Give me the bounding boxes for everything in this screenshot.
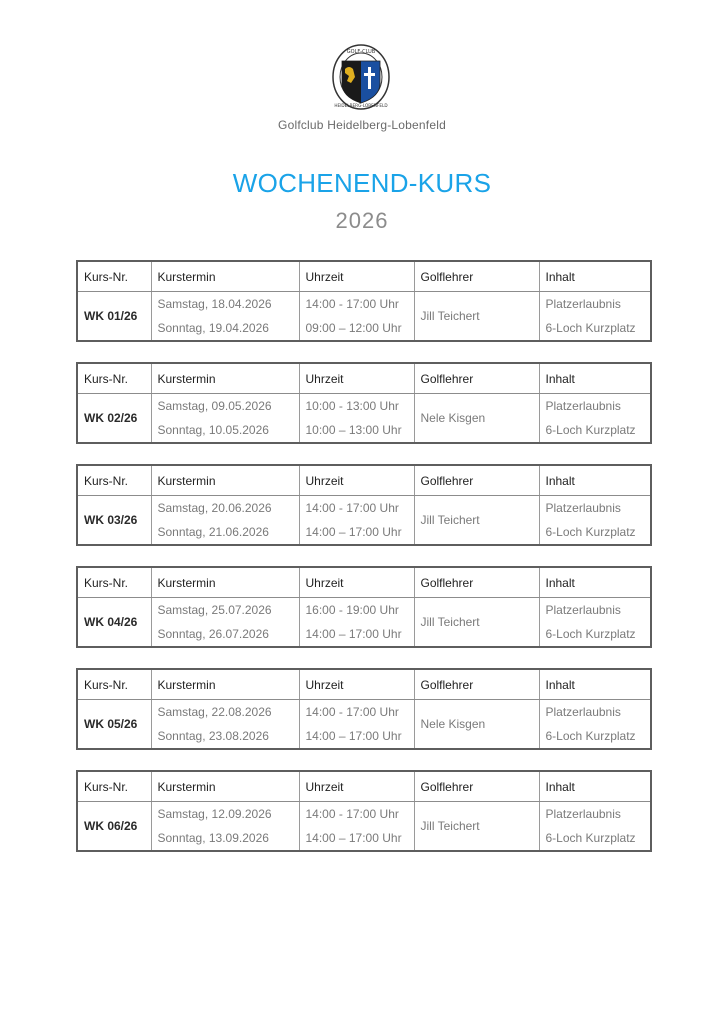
header-kurstermin: Kurstermin <box>151 465 299 496</box>
club-name: Golfclub Heidelberg-Lobenfeld <box>278 118 446 132</box>
svg-text:HEIDELBERG-LOBENFELD: HEIDELBERG-LOBENFELD <box>334 103 388 108</box>
header-inhalt: Inhalt <box>539 669 651 700</box>
course-time-sunday: 14:00 – 17:00 Uhr <box>299 826 414 851</box>
course-teacher: Nele Kisgen <box>414 394 539 444</box>
year-subtitle: 2026 <box>335 208 389 233</box>
course-table <box>76 260 652 342</box>
course-time-sunday: 14:00 – 17:00 Uhr <box>299 724 414 749</box>
course-date-saturday: Samstag, 09.05.2026 <box>151 394 299 419</box>
course-number: WK 02/26 <box>77 394 151 444</box>
course-time-sunday: 14:00 – 17:00 Uhr <box>299 622 414 647</box>
course-date-saturday: Samstag, 25.07.2026 <box>151 598 299 623</box>
header-golflehrer: Golflehrer <box>414 261 539 292</box>
course-content-2: 6-Loch Kurzplatz <box>539 520 651 545</box>
club-logo <box>331 43 391 111</box>
course-date-sunday: Sonntag, 13.09.2026 <box>151 826 299 851</box>
course-table <box>76 566 652 648</box>
course-content-2: 6-Loch Kurzplatz <box>539 724 651 749</box>
course-teacher: Jill Teichert <box>414 292 539 342</box>
course-time-saturday: 10:00 - 13:00 Uhr <box>299 394 414 419</box>
header-inhalt: Inhalt <box>539 363 651 394</box>
header-kurstermin: Kurstermin <box>151 261 299 292</box>
header-inhalt: Inhalt <box>539 261 651 292</box>
header-uhrzeit: Uhrzeit <box>299 669 414 700</box>
course-content-1: Platzerlaubnis <box>539 394 651 419</box>
header-golflehrer: Golflehrer <box>414 465 539 496</box>
header-kurstermin: Kurstermin <box>151 669 299 700</box>
course-number: WK 01/26 <box>77 292 151 342</box>
header-inhalt: Inhalt <box>539 567 651 598</box>
course-teacher: Jill Teichert <box>414 598 539 648</box>
course-number: WK 06/26 <box>77 802 151 852</box>
header-golflehrer: Golflehrer <box>414 771 539 802</box>
course-content-1: Platzerlaubnis <box>539 598 651 623</box>
course-time-saturday: 16:00 - 19:00 Uhr <box>299 598 414 623</box>
course-date-sunday: Sonntag, 19.04.2026 <box>151 316 299 341</box>
course-time-sunday: 14:00 – 17:00 Uhr <box>299 520 414 545</box>
course-date-sunday: Sonntag, 26.07.2026 <box>151 622 299 647</box>
header-kurs-nr: Kurs-Nr. <box>77 567 151 598</box>
course-time-saturday: 14:00 - 17:00 Uhr <box>299 496 414 521</box>
course-content-1: Platzerlaubnis <box>539 496 651 521</box>
header-uhrzeit: Uhrzeit <box>299 363 414 394</box>
header-kurstermin: Kurstermin <box>151 363 299 394</box>
course-table <box>76 464 652 546</box>
course-content-2: 6-Loch Kurzplatz <box>539 316 651 341</box>
course-time-sunday: 09:00 – 12:00 Uhr <box>299 316 414 341</box>
course-date-saturday: Samstag, 18.04.2026 <box>151 292 299 317</box>
course-date-sunday: Sonntag, 23.08.2026 <box>151 724 299 749</box>
svg-text:GOLF-CLUB: GOLF-CLUB <box>346 49 376 55</box>
header-inhalt: Inhalt <box>539 465 651 496</box>
course-teacher: Nele Kisgen <box>414 700 539 750</box>
header-inhalt: Inhalt <box>539 771 651 802</box>
course-teacher: Jill Teichert <box>414 802 539 852</box>
header-kurstermin: Kurstermin <box>151 771 299 802</box>
header-kurs-nr: Kurs-Nr. <box>77 465 151 496</box>
course-date-sunday: Sonntag, 21.06.2026 <box>151 520 299 545</box>
course-teacher: Jill Teichert <box>414 496 539 546</box>
course-date-saturday: Samstag, 12.09.2026 <box>151 802 299 827</box>
course-time-saturday: 14:00 - 17:00 Uhr <box>299 700 414 725</box>
course-time-saturday: 14:00 - 17:00 Uhr <box>299 292 414 317</box>
course-date-sunday: Sonntag, 10.05.2026 <box>151 418 299 443</box>
course-table <box>76 668 652 750</box>
header-golflehrer: Golflehrer <box>414 567 539 598</box>
course-content-2: 6-Loch Kurzplatz <box>539 622 651 647</box>
course-content-1: Platzerlaubnis <box>539 700 651 725</box>
header-uhrzeit: Uhrzeit <box>299 261 414 292</box>
header-golflehrer: Golflehrer <box>414 669 539 700</box>
page-title: WOCHENEND-KURS <box>232 168 492 198</box>
header-uhrzeit: Uhrzeit <box>299 771 414 802</box>
course-content-2: 6-Loch Kurzplatz <box>539 418 651 443</box>
header-kurstermin: Kurstermin <box>151 567 299 598</box>
course-content-1: Platzerlaubnis <box>539 292 651 317</box>
course-table <box>76 362 652 444</box>
header-uhrzeit: Uhrzeit <box>299 465 414 496</box>
course-content-2: 6-Loch Kurzplatz <box>539 826 651 851</box>
header-golflehrer: Golflehrer <box>414 363 539 394</box>
course-number: WK 04/26 <box>77 598 151 648</box>
course-table <box>76 770 652 852</box>
course-number: WK 05/26 <box>77 700 151 750</box>
course-date-saturday: Samstag, 20.06.2026 <box>151 496 299 521</box>
header-kurs-nr: Kurs-Nr. <box>77 669 151 700</box>
course-content-1: Platzerlaubnis <box>539 802 651 827</box>
course-number: WK 03/26 <box>77 496 151 546</box>
header-kurs-nr: Kurs-Nr. <box>77 363 151 394</box>
course-time-saturday: 14:00 - 17:00 Uhr <box>299 802 414 827</box>
course-time-sunday: 10:00 – 13:00 Uhr <box>299 418 414 443</box>
header-uhrzeit: Uhrzeit <box>299 567 414 598</box>
header-kurs-nr: Kurs-Nr. <box>77 261 151 292</box>
header-kurs-nr: Kurs-Nr. <box>77 771 151 802</box>
course-date-saturday: Samstag, 22.08.2026 <box>151 700 299 725</box>
